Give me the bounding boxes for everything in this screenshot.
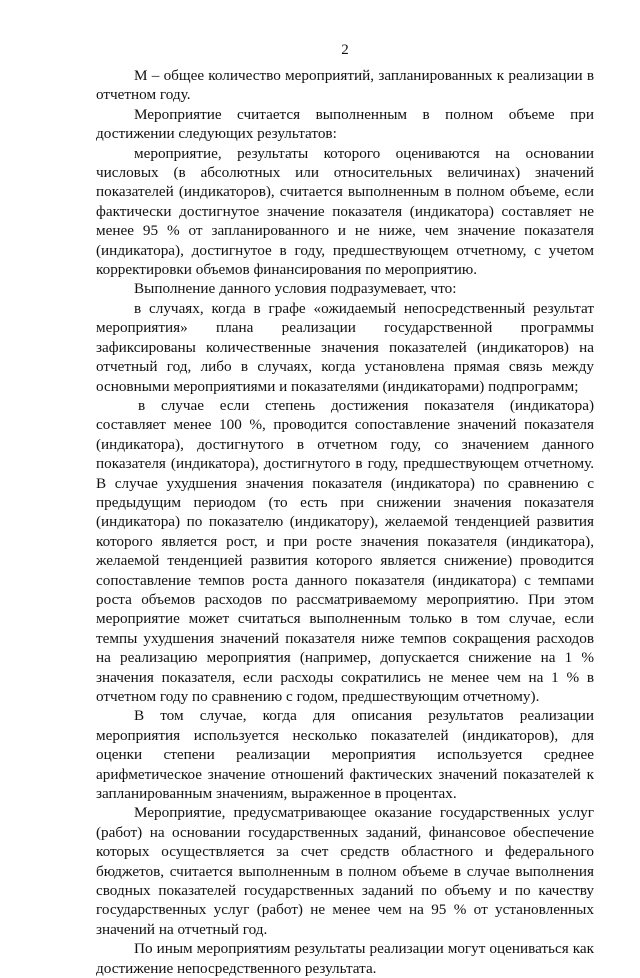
paragraph-condition-intro: Выполнение данного условия подразумевает, что: — [134, 280, 457, 298]
paragraph-state-services: Мероприятие, предусматривающее оказание государственных услуг (работ) на основании государственных заданий, финансовое обеспечение которых осуществляется за счет средств областного и федерального бюджетов, считается выполненным в полном объеме в случае выполнения сводных показателей государственных заданий по объему и по качеству государственных услуг (работ) не менее чем на 95 % от установленных значений на отчетный год. — [96, 804, 594, 938]
paragraph-other-measures: По иным мероприятиям результаты реализации могут оцениваться как достижение непосредственного результата. — [96, 940, 594, 977]
paragraph-multiple-indicators: В том случае, когда для описания результатов реализации мероприятия используется несколько показателей (индикаторов), для оценки степени реализации мероприятия используется среднее арифметическое значение отношений фактических значений показателей к запланированным значениям, выраженное в процентах. — [96, 707, 594, 803]
paragraph-numeric-results: мероприятие, результаты которого оцениваются на основании числовых (в абсолютных или относительных величинах) значений показателей (индикаторов), считается выполненным в полном объеме, если фактически достигнутое значение показателя (индикатора) составляет не менее 95 % от запланированного и не ниже, чем значение показателя (индикатора), достигнутое в году, предшествующем отчетному, с учетом корректировки объемов финансирования по мероприятию. — [96, 144, 594, 279]
paragraph-completion-criteria-intro: Мероприятие считается выполненным в полном объеме при достижении следующих результатов: — [96, 105, 594, 143]
paragraph-expected-result-cases: в случаях, когда в графе «ожидаемый непосредственный результат мероприятия» плана реализации государственной программы зафиксированы количественные значения показателей (индикаторов) на отчетный год, либо в случаях, когда установлена прямая связь между основными мероприятиями и показателями (индикаторами) подпрограмм; — [96, 299, 594, 395]
page-number: 2 — [341, 42, 349, 58]
document-page — [96, 40, 594, 978]
paragraph-m-definition: М – общее количество мероприятий, запланированных к реализации в отчетном году. — [96, 67, 594, 104]
paragraph-less-than-100-percent: в случае если степень достижения показателя (индикатора) составляет менее 100 %, проводится сопоставление значений показателя (индикатора), достигнутого в отчетном году, со значением данного показателя (индикатора), достигнутого в году, предшествующем отчетному. В случае ухудшения значения показателя (индикатора) по сравнению с предыдущим периодом (то есть при снижении значения показателя (индикатора) по показателю (индикатору), желаемой тенденцией развития которого является рост, и при росте значения показателя (индикатора), желаемой тенденцией развития которого является снижение) проводится сопоставление темпов роста данного показателя (индикатора) с темпами роста объемов расходов по рассматриваемому мероприятию. При этом мероприятие может считаться выполненным только в том случае, если темпы ухудшения значений показателя ниже темпов сокращения расходов на реализацию мероприятия (например, допускается снижение на 1 % значения показателя, если расходы сократились не менее чем на 1 % в отчетном году по сравнению с годом, предшествующим отчетному). — [96, 396, 594, 705]
